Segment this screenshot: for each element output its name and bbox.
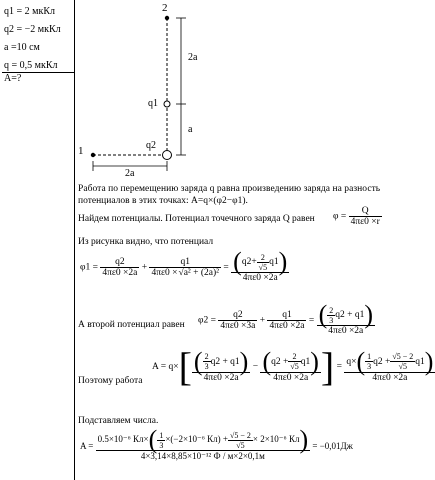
formula-numeric (80, 425, 353, 462)
phi1-f2-den: 4πε0 ×√a² + (2a)² (151, 268, 220, 278)
num-result: = −0,01Дж (312, 441, 353, 451)
point-1-dot (91, 153, 95, 157)
text-substitute: Подставляем числа. (78, 416, 159, 426)
phi2-g1-den: 4πε0 ×3a (220, 321, 256, 331)
label-dim-2a-vertical: 2a (188, 52, 198, 63)
phi2-lhs: φ2 = (198, 315, 216, 326)
formula-phi1: φ1 = $\frac{q2}{4\pi\varepsilon 0 \times 2a}$ + $\frac{q1}{\text{4πε0 ×√a² + (2a)²}}$ = (q2+ $\frac{2}{√5}$ q1) 4πε0 ×2a (80, 247, 288, 283)
label-dim-2a-horizontal: 2a (125, 168, 135, 179)
phi-den: 4πε0 ×r (350, 217, 380, 227)
phi2-g2-num: q1 (267, 310, 306, 321)
formula-phi-point (333, 206, 382, 227)
given-a: a =10 см (4, 42, 40, 53)
work-lhs: A = q× (152, 362, 179, 372)
point-2-dot (165, 16, 169, 20)
label-dim-a: a (188, 124, 193, 135)
work-h1-num: ( $\frac{2}{3}$ q2 + q1) (193, 346, 249, 376)
phi2-g3-den: 4πε0 ×2a (328, 326, 364, 336)
work-h3-num: q×( $\frac{1}{3}$ q2 + $\frac{√5 - 2}{√5}$ q1) (346, 346, 434, 376)
text-from-figure: Из рисунка видно, что потенциал (78, 237, 214, 247)
label-q1: q1 (148, 98, 158, 109)
given-q: q = 0,5 мкКл (4, 60, 58, 71)
label-point-2: 2 (162, 2, 168, 14)
num-denominator: 4×3,14×8,85×10⁻¹² Ф / м×2×0,1м (140, 451, 265, 461)
text-work-line2: потенциалов в этих точках: A=q×(φ2−φ1). (78, 196, 248, 206)
phi2-g2-den: 4πε0 ×2a (269, 321, 305, 331)
phi1-f3-den: 4πε0 ×2a (242, 273, 278, 283)
label-q2: q2 (146, 140, 156, 151)
phi1-f3-num: (q2+ $\frac{2}{√5}$ q1) (233, 247, 288, 276)
q1-charge (164, 101, 170, 107)
phi1-lhs: φ1 = (80, 262, 98, 273)
given-q2: q2 = −2 мкКл (4, 24, 61, 35)
formula-phi2: φ2 = $\frac{q2}{4\pi\varepsilon 0 \times 3a}$ + $\frac{q1}{4\pi\varepsilon 0 \times 2a}$ = ( $\frac{2}{3}$ q2 + q1) 4πε0 ×2a (198, 300, 374, 336)
phi1-f2-num: q1 (149, 257, 221, 268)
given-q1: q1 = 2 мкКл (4, 6, 55, 17)
phi-num: Q (349, 206, 382, 217)
text-work-line1: Работа по перемещению заряда q равна произведению заряда на разность (78, 184, 381, 194)
charge-diagram (0, 0, 435, 180)
phi2-g1-num: q2 (218, 310, 257, 321)
text-second-potential: А второй потенциал равен (78, 320, 185, 330)
work-h2-num: (q2 + $\frac{2}{√5}$ q1) (262, 346, 319, 376)
work-h2-den: 4πε0 ×2a (273, 372, 309, 383)
num-numerator: 0.5×10⁻⁶ Кл×( $\frac{1}{3}$ ×(−2×10⁻⁶ Кл) + $\frac{√5 - 2}{√5}$ × 2×10⁻⁶ Кл) (97, 425, 309, 454)
phi2-g3-num: ( $\frac{2}{3}$ q2 + q1) (318, 300, 374, 329)
phi1-f1-den: 4πε0 ×2a (102, 268, 138, 278)
text-therefore-work: Поэтому работа (78, 376, 143, 386)
text-potential-intro: Найдем потенциалы. Потенциал точечного заряда Q равен (78, 214, 315, 224)
work-h3-den: 4πε0 ×2a (372, 372, 408, 383)
q2-charge (163, 151, 172, 160)
given-find: A=? (4, 73, 22, 84)
phi1-f1-num: q2 (100, 257, 139, 268)
formula-work: A = q×[ ( $\frac{2}{3}$ q2 + q1) 4πε0 ×2a − (q2 + $\frac{2}{√5}$ q1) 4πε0 ×2a ] = q×( $\frac{1}{3}$ q2 + $\frac{√5 - 2}{√5}$ q1) 4πε0 ×2a (152, 344, 434, 389)
work-h1-den: 4πε0 ×2a (203, 372, 239, 383)
num-lhs: A = (80, 441, 94, 451)
phi-eq: φ = (333, 211, 347, 222)
label-point-1: 1 (78, 145, 84, 157)
